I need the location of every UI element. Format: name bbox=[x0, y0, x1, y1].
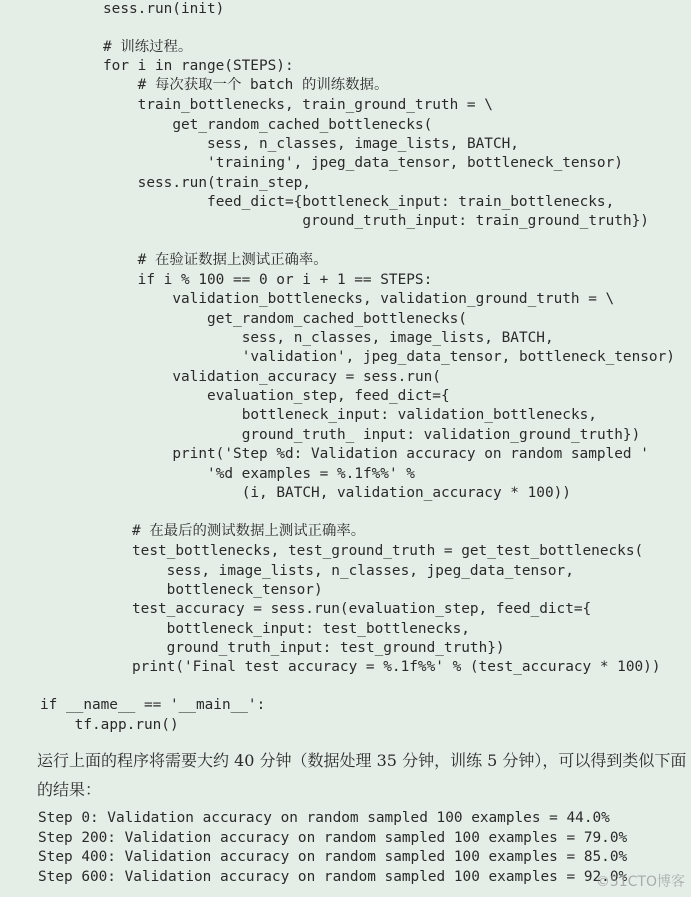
code-line: for i in range(STEPS): bbox=[103, 58, 294, 74]
code-line: get_random_cached_bottlenecks( bbox=[207, 311, 467, 327]
code-line: '%d examples = %.1f%%' % bbox=[207, 466, 415, 482]
code-line: test_bottlenecks, test_ground_truth = get_test_bottlenecks( bbox=[132, 543, 644, 559]
code-line: feed_dict={bottleneck_input: train_bottlenecks, bbox=[207, 194, 615, 210]
output-line: Step 400: Validation accuracy on random sampled 100 examples = 85.0% bbox=[38, 849, 628, 865]
code-line: ground_truth_input: train_ground_truth}) bbox=[302, 213, 649, 229]
code-line: # 在最后的测试数据上测试正确率。 bbox=[132, 523, 366, 539]
code-line: get_random_cached_bottlenecks( bbox=[172, 117, 433, 133]
code-line: test_accuracy = sess.run(evaluation_step, feed_dict={ bbox=[132, 601, 592, 617]
code-line: bottleneck_tensor) bbox=[166, 582, 323, 598]
output-line: Step 0: Validation accuracy on random sampled 100 examples = 44.0% bbox=[38, 810, 610, 826]
code-line: bottleneck_input: test_bottlenecks, bbox=[166, 621, 470, 637]
code-line: if i % 100 == 0 or i + 1 == STEPS: bbox=[137, 272, 433, 288]
code-line: sess.run(train_step, bbox=[137, 175, 311, 191]
code-line: (i, BATCH, validation_accuracy * 100)) bbox=[241, 485, 571, 501]
code-line: # 在验证数据上测试正确率。 bbox=[137, 252, 328, 268]
code-line: sess.run(init) bbox=[103, 1, 225, 17]
body-paragraph: 运行上面的程序将需要大约 40 分钟（数据处理 35 分钟，训练 5 分钟），可以得到类似下面的结果： bbox=[37, 751, 687, 799]
code-line: 'validation', jpeg_data_tensor, bottleneck_tensor) bbox=[241, 349, 675, 365]
code-line: validation_bottlenecks, validation_ground_truth = \ bbox=[172, 291, 615, 307]
code-line: # 每次获取一个 batch 的训练数据。 bbox=[137, 77, 389, 93]
output-line: Step 200: Validation accuracy on random sampled 100 examples = 79.0% bbox=[38, 830, 628, 846]
code-line: print('Final test accuracy = %.1f%%' % (test_accuracy * 100)) bbox=[132, 659, 661, 675]
code-line: ground_truth_ input: validation_ground_truth}) bbox=[241, 427, 641, 443]
code-line: evaluation_step, feed_dict={ bbox=[207, 388, 450, 404]
code-line: print('Step %d: Validation accuracy on random sampled ' bbox=[172, 446, 649, 462]
code-line: # 训练过程。 bbox=[103, 39, 193, 55]
code-line: if __name__ == '__main__': bbox=[40, 697, 266, 713]
code-line: ground_truth_input: test_ground_truth}) bbox=[166, 640, 505, 656]
code-line: sess, n_classes, image_lists, BATCH, bbox=[241, 330, 554, 346]
watermark: ©51CTO博客 bbox=[595, 874, 685, 890]
code-line: tf.app.run() bbox=[74, 717, 179, 733]
code-line: train_bottlenecks, train_ground_truth = \ bbox=[137, 97, 493, 113]
output-line: Step 600: Validation accuracy on random sampled 100 examples = 92.0% bbox=[38, 869, 628, 885]
code-line: sess, image_lists, n_classes, jpeg_data_tensor, bbox=[166, 563, 574, 579]
code-line: validation_accuracy = sess.run( bbox=[172, 369, 441, 385]
code-line: 'training', jpeg_data_tensor, bottleneck_tensor) bbox=[207, 155, 623, 171]
code-line: sess, n_classes, image_lists, BATCH, bbox=[207, 136, 519, 152]
code-line: bottleneck_input: validation_bottlenecks, bbox=[241, 407, 597, 423]
